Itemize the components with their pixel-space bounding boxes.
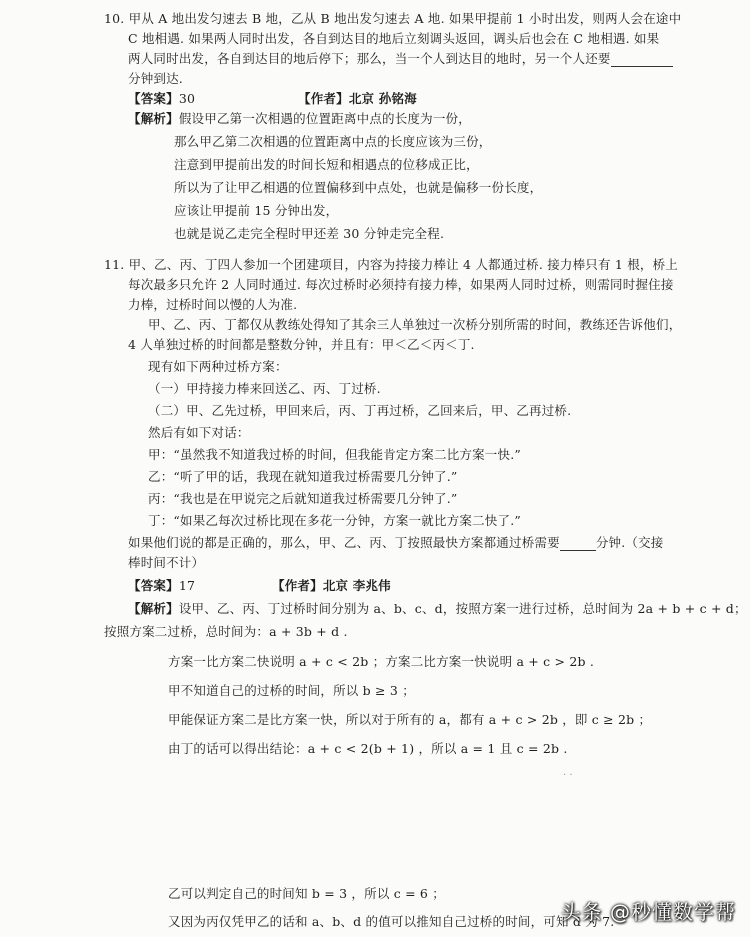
q11-line-14 [128, 535, 664, 551]
solution-label: 【解析】 [128, 111, 179, 126]
q11-line-2: 每次最多只允许 2 人同时通过. 每次过桥时必须持有接力棒，如果两人同时过桥，则需同时握住接 [128, 277, 674, 292]
q11-author-row [272, 578, 391, 594]
q10-line-2: C 地相遇. 如果两人同时出发，各自到达目的地后立刻调头返回，调头后也会在 C 地相遇. 如果 [128, 31, 660, 46]
answer-label: 【答案】 [128, 91, 179, 106]
answer-value: 17 [178, 578, 196, 593]
answer-blank [611, 54, 673, 67]
q10-line-1: 10. 甲从 A 地出发匀速去 B 地，乙从 B 地出发匀速去 A 地. 如果甲提前 1 小时出发，则两人会在途中 [104, 11, 682, 26]
q10-answer-row [128, 91, 195, 107]
answer-value: 30 [178, 91, 196, 106]
answer-label: 【答案】 [128, 578, 179, 593]
q11-line-9: 然后有如下对话： [148, 425, 250, 440]
q11-solution-line-8: 又因为丙仅凭甲乙的话和 a、b、d 的值可以推知自己过桥的时间，可知 d 为 7. [168, 914, 615, 929]
q10-solution-line-2: 那么甲乙第二次相遇的位置距离中点的长度应该为三份， [174, 134, 492, 149]
q10-line-4: 分钟到达. [128, 71, 183, 86]
q11-line-6: 现有如下两种过桥方案： [148, 359, 288, 374]
q11-dialog-yi: 乙：“听了甲的话，我现在就知道我过桥需要几分钟了.” [148, 469, 458, 484]
q11-line-3: 力棒，过桥时间以慢的人为准. [128, 297, 298, 312]
solution-line: 设甲、乙、丙、丁过桥时间分别为 a、b、c、d，按照方案一进行过桥，总时间为 2a + b + c + d； [178, 601, 747, 616]
q11-dialog-jia: 甲：“虽然我不知道我过桥的时间，但我能肯定方案二比方案一快.” [148, 447, 521, 462]
q10-solution-line-4: 所以为了让甲乙相遇的位置偏移到中点处，也就是偏移一份长度， [174, 180, 543, 195]
q10-line-3 [128, 51, 673, 67]
q11-dialog-ding: 丁：“如果乙每次过桥比现在多花一分钟，方案一就比方案二快了.” [148, 513, 521, 528]
q10-author-row [298, 91, 417, 107]
solution-label: 【解析】 [128, 601, 179, 616]
q10-solution-line-6: 也就是说乙走完全程时甲还差 30 分钟走完全程. [174, 226, 445, 241]
watermark: 头条 @秒懂数学帮 [560, 900, 736, 924]
q11-line-5: 4 人单独过桥的时间都是整数分钟，并且有：甲＜乙＜丙＜丁. [128, 337, 475, 352]
author-value: 北京 李兆伟 [322, 578, 391, 593]
q10-solution-line-3: 注意到甲提前出发的时间长短和相遇点的位移成正比， [174, 157, 479, 172]
q11-solution-line-5: 甲能保证方案二是比方案一快，所以对于所有的 a，都有 a + c > 2b ，即 c ≥ 2b ； [168, 712, 652, 727]
scan-speck: · · [563, 770, 573, 781]
q11-solution-line-4: 甲不知道自己的过桥的时间，所以 b ≥ 3 ； [168, 683, 415, 698]
q11-solution-row-1 [128, 601, 747, 617]
q10-line-3-text: 两人同时出发，各自到达目的地后停下；那么，当一个人到达目的地时，另一个人还要 [128, 51, 611, 66]
q11-solution-line-6: 由丁的话可以得出结论：a + c < 2(b + 1) ，所以 a = 1 且 c = 2b . [168, 741, 568, 756]
solution-line: 假设甲乙第一次相遇的位置距离中点的长度为一份， [178, 111, 471, 126]
q11-line-14-text: 如果他们说的都是正确的，那么，甲、乙、丙、丁按照最快方案都通过桥需要 [128, 535, 560, 550]
answer-blank [560, 538, 596, 551]
author-value: 北京 孙铭海 [348, 91, 417, 106]
q10-solution-row-1 [128, 111, 471, 127]
q11-line-1: 11. 甲、乙、丙、丁四人参加一个团建项目，内容为持接力棒让 4 人都通过桥. 接力棒只有 1 根，桥上 [104, 257, 679, 272]
q11-dialog-bing: 丙：“我也是在甲说完之后就知道我过桥需要几分钟了.” [148, 491, 458, 506]
author-label: 【作者】 [272, 578, 323, 593]
author-label: 【作者】 [298, 91, 349, 106]
q11-answer-row [128, 578, 195, 594]
q10-solution-line-5: 应该让甲提前 15 分钟出发， [174, 203, 339, 218]
q11-line-7: （一）甲持接力棒来回送乙、丙、丁过桥. [148, 381, 381, 396]
q11-line-4: 甲、乙、丙、丁都仅从教练处得知了其余三人单独过一次桥分别所需的时间，教练还告诉他们， [148, 317, 682, 332]
q11-line-14-tail: 分钟.（交接 [595, 535, 664, 550]
q11-solution-line-3: 方案一比方案二快说明 a + c < 2b ；方案二比方案一快说明 a + c > 2b . [168, 654, 595, 669]
q11-line-8: （二）甲、乙先过桥，甲回来后，丙、丁再过桥，乙回来后，甲、乙再过桥. [148, 403, 572, 418]
q11-solution-line-2: 按照方案二过桥，总时间为：a + 3b + d . [104, 624, 348, 639]
q11-line-15: 棒时间不计） [128, 555, 205, 570]
q11-solution-line-7: 乙可以判定自己的时间知 b = 3 ，所以 c = 6 ； [168, 886, 445, 901]
